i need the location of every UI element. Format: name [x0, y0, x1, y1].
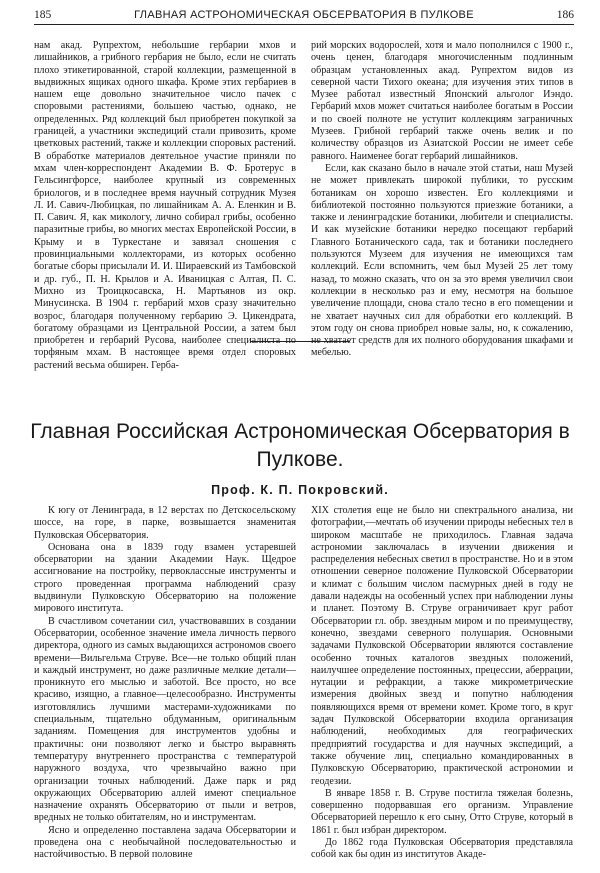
paragraph: нам акад. Рупрехтом, небольшие гербарии мхов и лишайников, а грибного гербария не было, если не считать плохо этикетированной, старой коллекции, размещенной в выдвижных ящиках одного шкафа. Кроме этих гербариев в нашем еще довольно значительное число пачек с споровыми растениями, большею частью, однако, не определенных. Ряд коллекций был приобретен покупкой за границей, а участники экспедиций стали привозить, кроме цветковых растений, также и коллекции споровых растений. В обработке материалов деятельное участие приняли по мхам член-корреспондент Академии В. Ф. Бротеруc в Гельсингфорсе, наиболее крупный из современных бриологов, и в последнее время научный сотрудник Музея Л. И. Савич-Любицкая, по лишайникам А. А. Еленкин и В. П. Савич. Я, как микологу, лично собирал грибы, особенно паразитные грибы, во многих местах Европейской России, в Крыму и в Туркестане и завязал сношения с провинциальными коллекторами, из которых особенно богатые сборы присылали И. И. Шираевский из Тамбовской и др. губ., П. Н. Крылов и А. Иваницкая с Алтая, П. С. Михно из Троицкосавска, Н. Мартьянов из окр. Минусинска. В 1904 г. гербарий мхов сразу значительно возрос, благодаря полученному гербарию Э. Цикендрата, богатому образцами из Центральной России, а затем был приобретен и гербарий Русова, наиболее специалиста по торфяным мхам. В настоящее время отдел споровых растений весьма обширен. Герба- — [34, 40, 296, 371]
column-bottom-right — [311, 505, 573, 862]
column-top-left — [34, 40, 296, 372]
paragraph: Основана она в 1839 году взамен устаревшей обсерватории на здании Академии Наук. Щедрое ассигнование на постройку, первоклассные инструменты и строго проведенная программа наблюдений сразу выдвинули Пулковскую Обсерваторию на положение мирового института. — [34, 541, 296, 615]
article-title: Главная Российская Астрономическая Обсерватория в Пулкове. — [30, 420, 570, 471]
section-divider — [250, 341, 350, 342]
paragraph: Ясно и определенно поставлена задача Обсерватории и проведена она с необычайной последовательностью и настойчивостью. В первой половине — [34, 824, 296, 861]
paragraph: XIX столетия еще не было ни спектрального анализа, ни фотографии,—мечтать об изучении природы небесных тел в широком масштабе не приходилось. Главная задача астрономии заключалась в изучении движения и распределения небесных светил в пространстве. Но и в этом отношении северное положение Пулковской Обсерватории и климат с большим числом пасмурных дней в году не давали надежды на особенный успех при наблюдении луны и планет. Поэтому В. Струве ограничивает круг работ Обсерватории гл. обр. звездным миром и по преимуществу, конечно, звездами северного полушария. Основными задачами Пулковской Обсерватории являются составление особенно точных каталогов звездных положений, наилучшее определение постоянных, прецессии, аберрации, нутации и рефракции, а также микрометрические измерения двойных звезд и попутно наблюдения появляющихся время от времени комет. Кроме того, в круг задач Пулковской Обсерватории входила организация наблюдений, необходимых для географических предприятий государства и для научных экспедиций, а также обучение лиц, специально командированных в Пулковскую Обсерваторию, практической астрономии и геодезии. — [311, 505, 573, 787]
paragraph: В счастливом сочетании сил, участвовавших в создании Обсерватории, особенное значение имела личность первого директора, одного из самых выдающихся астрономов своего времени—Вильгельма Струве. Все—не только общий план и каждый инструмент, но даже различные мелкие детали—проникнуто его мыслью и заботой. Все просто, но все красиво, изящно, а главное—целесообразно. Инструменты изготовлялись лучшими мастерами-художниками по специальным, тщательно обдуманным, оригинальным заданиям. Помещения для инструментов удобны и практичны: они позволяют легко и быстро выравнять температуру внутреннего пространства с температурой наружного воздуха, что чрезвычайно важно при организации точных наблюдений. Даже парк и ряд окружающих Обсерваторию аллей имеют специальное назначение охранять Обсерваторию от пыли и ветров, вредных не только обитателям, но и инструментам. — [34, 615, 296, 824]
left-page-number: 185 — [34, 9, 52, 21]
running-header — [34, 8, 574, 22]
right-page-number: 186 — [556, 9, 574, 21]
paragraph: До 1862 года Пулковская Обсерватория представляла собой как бы один из институтов Акаде- — [311, 837, 573, 861]
header-rule — [34, 24, 574, 25]
paragraph: Если, как сказано было в начале этой статьи, наш Музей не может привлекать широкой публики, то русским ботаникам он хорошо известен. Его коллекциями и библиотекой постоянно пользуются приезжие ботаники, а также и ленинградские ботаники, любители и специалисты. И как музейские ботаники нередко посещают гербарий Главного Ботанического сада, так и ботаники последнего пользуются Музеем для изучения не имеющихся там коллекций. Если вспомнить, чем был Музей 25 лет тому назад, то можно сказать, что он за это время увеличил свои коллекции в несколько раз и ему, несмотря на большое увеличение площади, снова стало тесно в его помещении и не хватает научных сил для обработки его коллекций. В этом году он снова приобрел новые залы, но, к сожалению, не хватает средств для их полного оборудования шкафами и мебелью. — [311, 162, 573, 359]
paragraph: К югу от Ленинграда, в 12 верстах по Детскосельскому шоссе, на горе, в парке, возвышается знаменитая Пулковская Обсерватория. — [34, 505, 296, 541]
column-top-right — [311, 40, 573, 360]
column-bottom-left — [34, 505, 296, 862]
article-author: Проф. К. П. Покровский. — [211, 483, 389, 497]
running-title: ГЛАВНАЯ АСТРОНОМИЧЕСКАЯ ОБСЕРВАТОРИЯ В ПУЛКОВЕ — [134, 9, 474, 21]
paragraph: рий морских водорослей, хотя и мало пополнился с 1900 г., очень ценен, благодаря многочисленным подлинным образцам установленных акад. Рупрехтом видов из северной части Тихого океана; для изучения этих типов в Музее работал известный Японский альголог Иэндо. Гербарий мхов может считаться наиболее богатым в России и по своей полноте не уступит коллекциям заграничных Музеев. Грибной гербарий также очень велик и по количеству образцов из Азиатской России не имеет себе равного. Наименее богат гербарий лишайников. — [311, 40, 573, 162]
paragraph: В январе 1858 г. В. Струве постигла тяжелая болезнь, совершенно подорвавшая его организм. Управление Обсерваторией перешло к его сыну, Отто Струве, который в 1861 г. был избран директором. — [311, 787, 573, 836]
